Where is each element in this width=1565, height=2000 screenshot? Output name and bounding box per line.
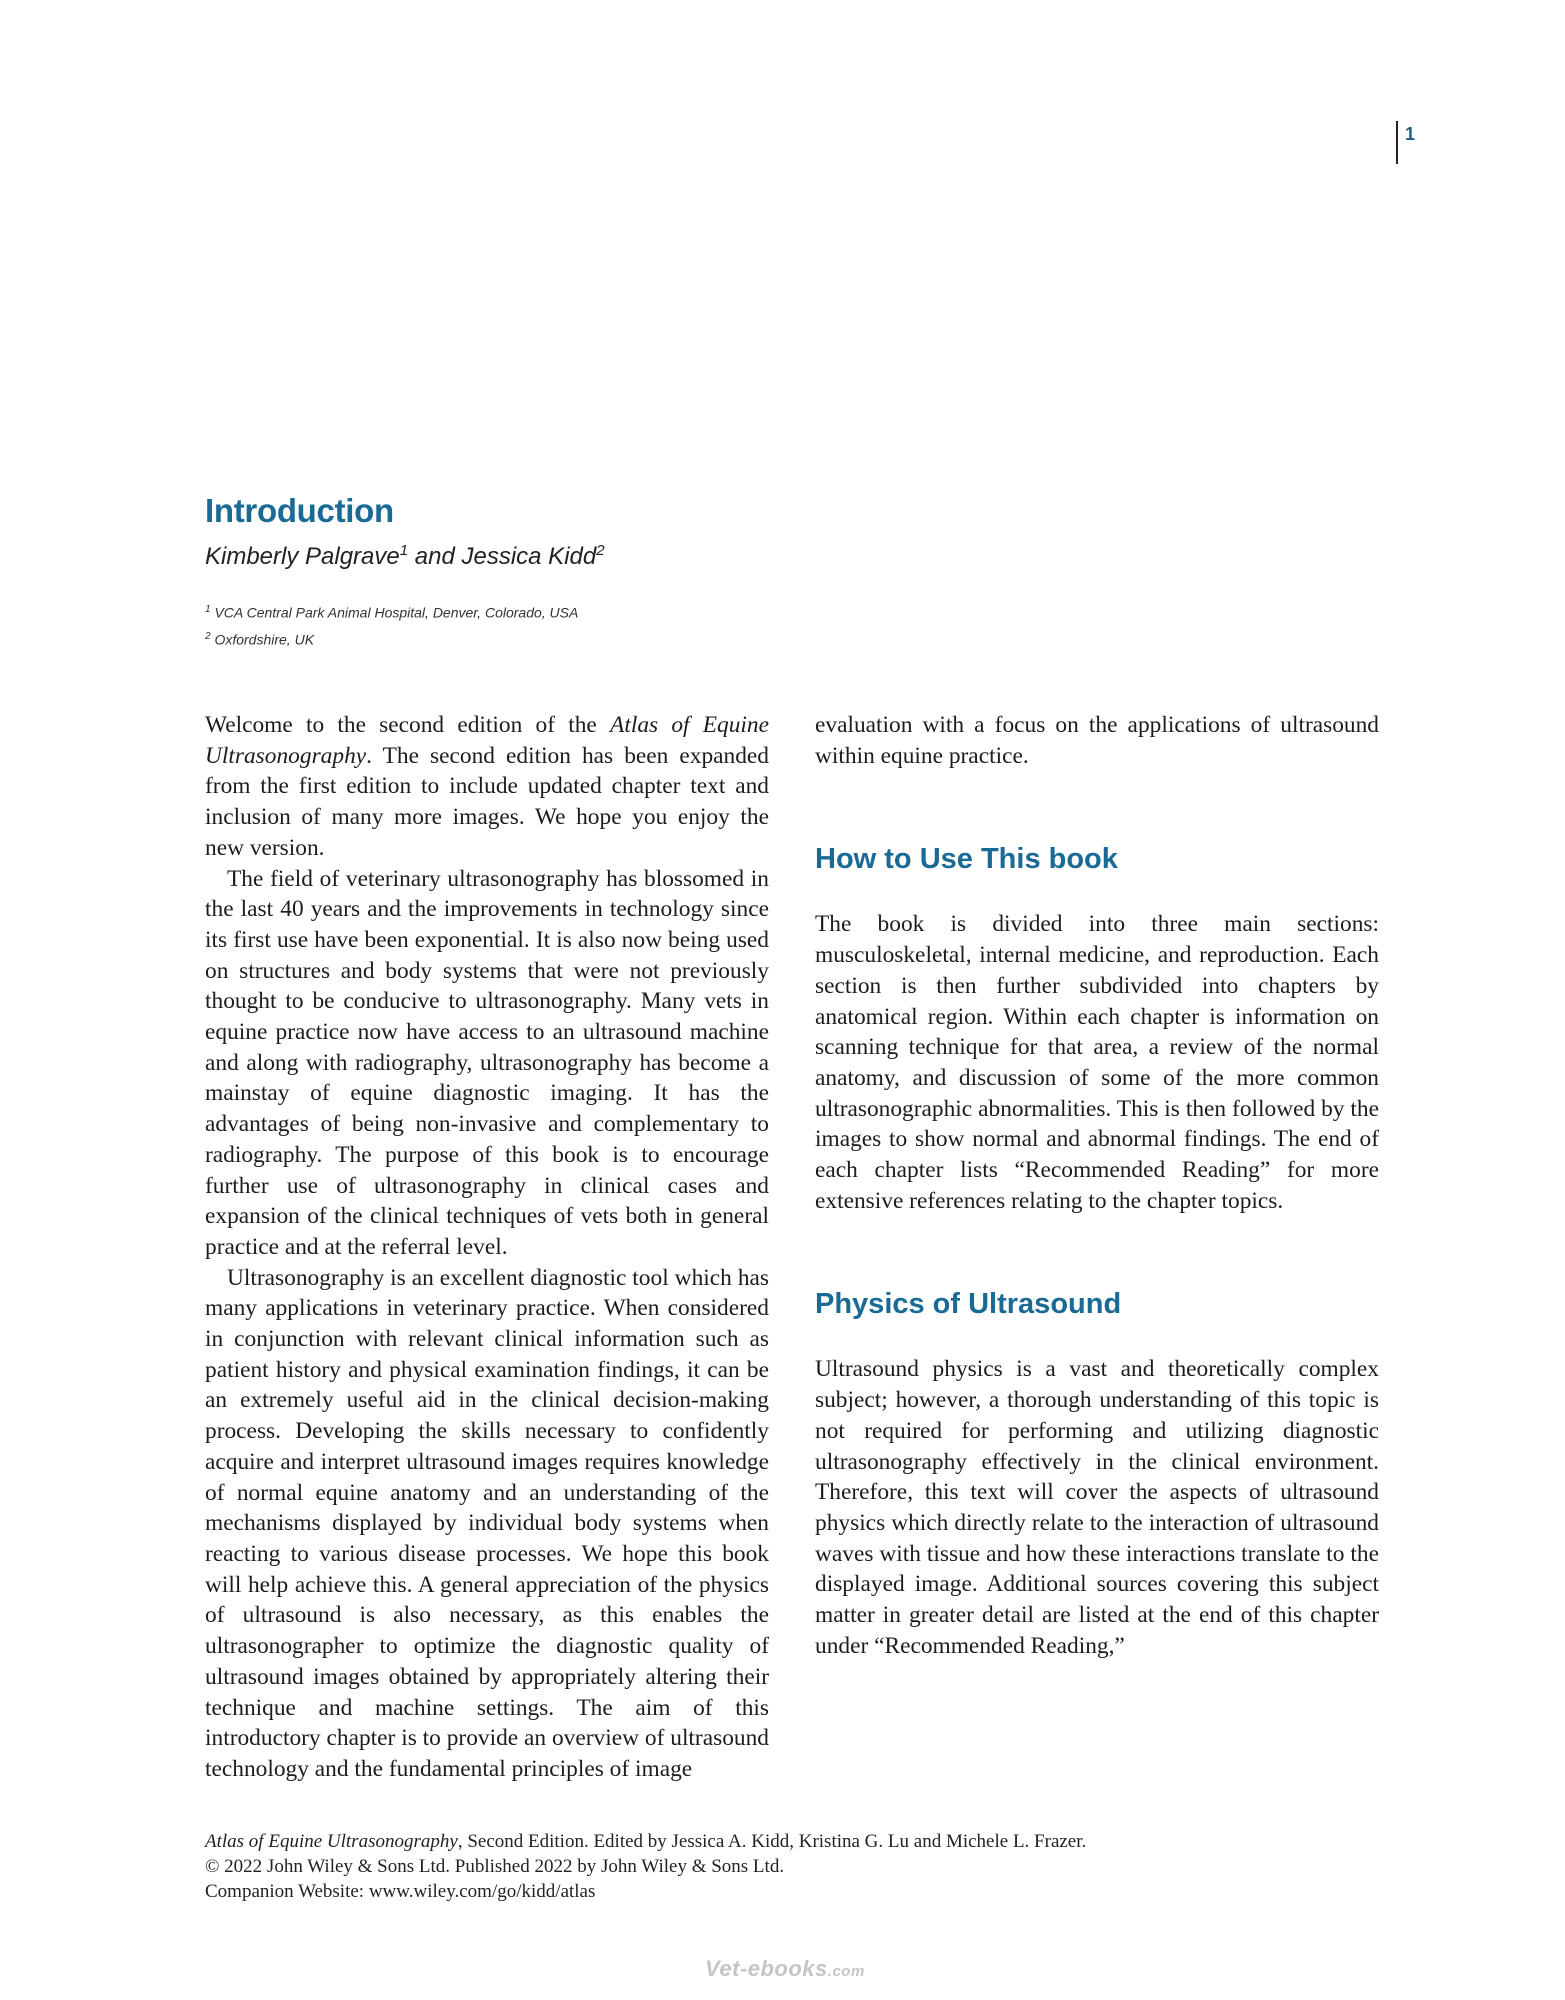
affiliation-line <box>205 598 578 625</box>
author-affiliations <box>205 598 578 651</box>
author-name: Jessica Kidd <box>461 543 597 570</box>
affiliation-marker: 1 <box>205 604 211 615</box>
paragraph-diagnostic-tool: Ultrasonography is an excellent diagnostic tool which has many applications in veterinary practice. When considered in conjunction with relevant clinical information such as patient history and physical examination findings, it can be an extremely useful aid in the clinical decision-making process. Developing the skills necessary to confidently acquire and interpret ultrasound images requires knowledge of normal equine anatomy and an understanding of the mechanisms displayed by individual body systems when reacting to various disease processes. We hope this book will help achieve this. A general appreciation of the physics of ultrasound is also necessary, as this enables the ultrasonographer to optimize the diagnostic quality of ultrasound images obtained by appropriately altering their technique and machine settings. The aim of this introductory chapter is to provide an overview of ultrasound technology and the fundamental principles of image <box>205 1264 769 1782</box>
paragraph-physics: Ultrasound physics is a vast and theoretically complex subject; however, a thorough understanding of this topic is not required for performing and utilizing diagnostic ultrasonography effectively in the clinical environment. Therefore, this text will cover the aspects of ultrasound physics which directly relate to the interaction of ultrasound waves with tissue and how these interactions translate to the displayed image. Additional sources covering this subject matter in greater detail are listed at the end of this chapter under “Recommended Reading,” <box>815 1356 1379 1659</box>
page-number-divider <box>1396 121 1398 164</box>
body-column-left <box>205 710 769 1785</box>
paragraph-diagnostic-tool-continued: evaluation with a focus on the applications of ultrasound within equine practice. <box>815 712 1379 769</box>
chapter-authors <box>205 542 605 571</box>
author-affiliation-marker: 1 <box>399 542 409 559</box>
footer-text: , Second Edition. Edited by Jessica A. Kidd, Kristina G. Lu and Michele L. Frazer. <box>457 1831 1087 1852</box>
paragraph-field-of-ultrasonography: The field of veterinary ultrasonography has blossomed in the last 40 years and the improvements in technology since its first use have been exponential. It is also now being used on structures and body systems that were not previously thought to be conducive to ultrasonography. Many vets in equine practice now have access to an ultrasound machine and along with radiography, ultrasonography has become a mainstay of equine diagnostic imaging. It has the advantages of being non-invasive and complementary to radiography. The purpose of this book is to encourage further use of ultrasonography in clinical cases and expansion of the clinical techniques of vets both in general practice and at the referral level. <box>205 865 769 1260</box>
paragraph-text: Welcome to the second edition of the <box>205 712 611 738</box>
paragraph-text: . The second edition has been expanded from the first edition to include updated chapter text and inclusion of many more images. We hope you enjoy the new version. <box>205 742 769 861</box>
footer-line-website: Companion Website: www.wiley.com/go/kidd/atlas <box>205 1881 596 1902</box>
watermark-suffix: .com <box>827 1963 865 1980</box>
copyright-footer <box>205 1829 1086 1904</box>
footer-line-edition <box>205 1829 1086 1854</box>
affiliation-text: Oxfordshire, UK <box>210 631 315 648</box>
section-heading-how-to-use: How to Use This book <box>815 843 1118 876</box>
author-name: Kimberly Palgrave <box>205 543 400 570</box>
paragraph-welcome <box>205 710 769 864</box>
chapter-title: Introduction <box>205 492 394 529</box>
body-column-right <box>815 710 1379 1661</box>
paragraph-how-to-use: The book is divided into three main sections: musculoskeletal, internal medicine, and reproduction. Each section is then further subdivided into chapters by anatomical region. Within each chapter is information on scanning technique for that area, a review of the normal anatomy, and discussion of some of the more common ultrasonographic abnormalities. This is then followed by the images to show normal and abnormal findings. The end of each chapter lists “Recommended Reading” for more extensive references relating to the chapter topics. <box>815 911 1379 1214</box>
book-title-italic: Atlas of Equine Ultrasonography <box>205 712 770 769</box>
footer-book-title: Atlas of Equine Ultrasonography <box>205 1831 458 1852</box>
watermark-text: Vet-ebooks <box>705 1956 828 1981</box>
affiliation-line <box>205 625 578 652</box>
footer-line-copyright: © 2022 John Wiley & Sons Ltd. Published 2022 by John Wiley & Sons Ltd. <box>205 1856 785 1877</box>
section-heading-physics: Physics of Ultrasound <box>815 1288 1122 1321</box>
watermark-logo <box>705 1956 865 1982</box>
author-connector: and <box>408 543 462 570</box>
affiliation-text: VCA Central Park Animal Hospital, Denver, Colorado, USA <box>210 604 579 621</box>
author-affiliation-marker: 2 <box>596 542 605 559</box>
affiliation-marker: 2 <box>205 630 211 642</box>
page-number: 1 <box>1405 124 1416 144</box>
